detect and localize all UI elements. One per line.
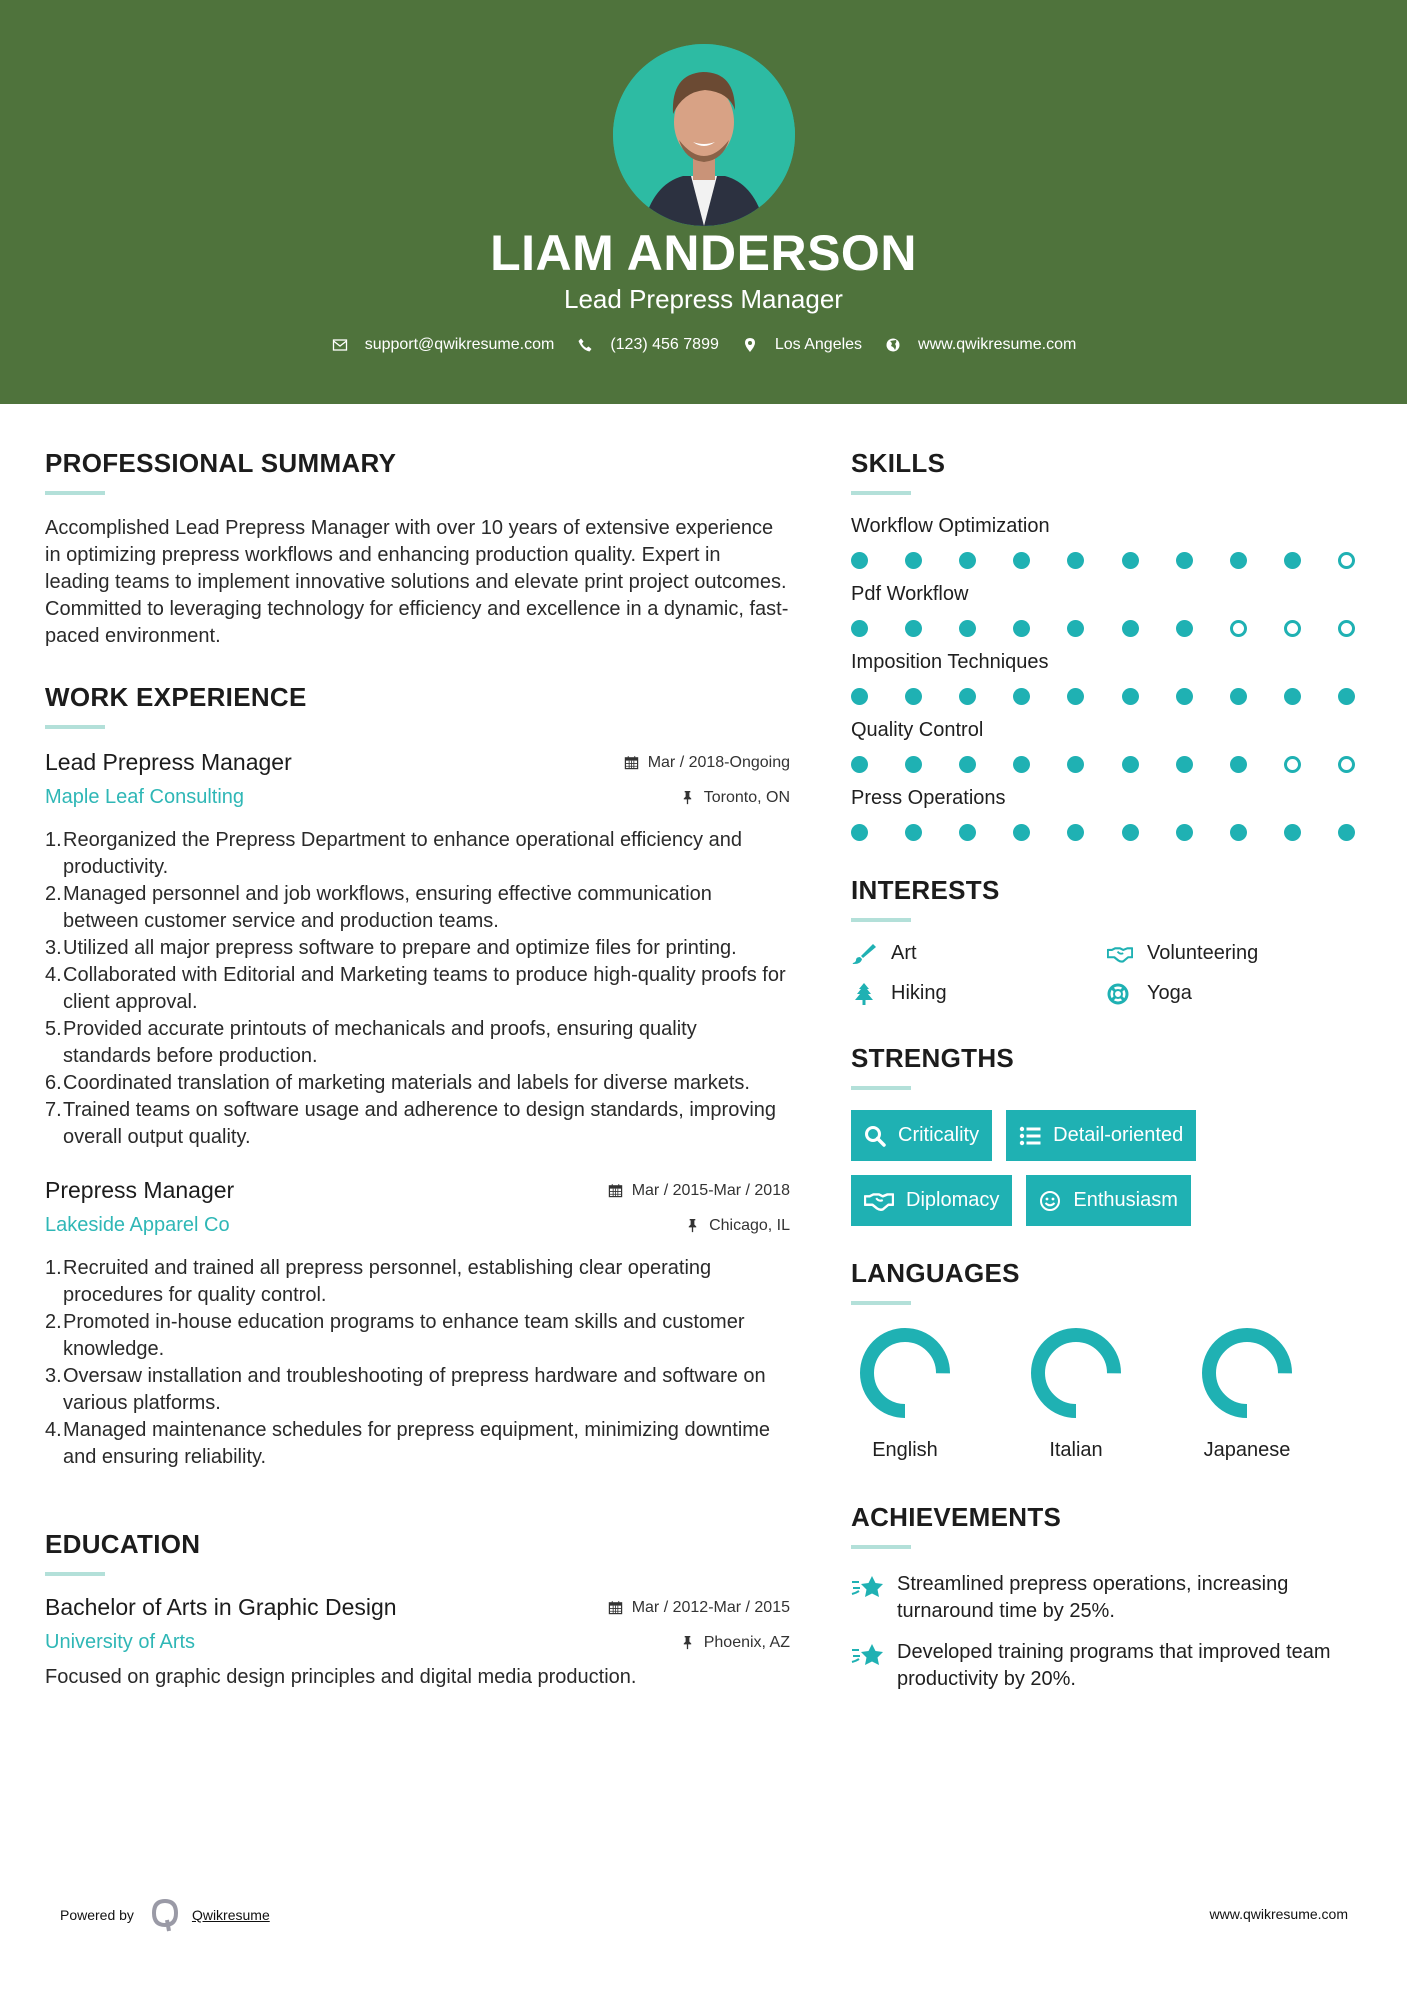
pushpin-icon (680, 790, 695, 805)
skills-heading: SKILLS (851, 448, 946, 478)
education-dates: Mar / 2012-Mar / 2015 (608, 1599, 790, 1617)
skill-name: Press Operations (851, 787, 1006, 809)
strengths-list (851, 1110, 1291, 1226)
skill-rating (851, 620, 1355, 637)
rating-dot-filled (1122, 756, 1139, 773)
rating-dot-filled (959, 824, 976, 841)
rating-dot-filled (959, 756, 976, 773)
company-name: Maple Leaf Consulting (45, 786, 245, 808)
rating-dot-filled (1284, 552, 1301, 569)
degree-title: Bachelor of Arts in Graphic Design (45, 1594, 397, 1620)
language-name: Italian (1049, 1439, 1103, 1461)
section-underline (45, 725, 105, 729)
rating-dot-filled (1176, 756, 1193, 773)
tree-icon (851, 983, 877, 1005)
qwikresume-link[interactable]: Qwikresume (191, 1907, 270, 1923)
rating-dot-filled (1230, 552, 1247, 569)
rating-dot-filled (1230, 824, 1247, 841)
rating-dot-filled (1338, 824, 1355, 841)
strength-badge: Diplomacy (851, 1175, 1012, 1226)
rating-dot-filled (1176, 620, 1193, 637)
rating-dot-filled (1122, 620, 1139, 637)
pushpin-icon (680, 1635, 695, 1650)
star-icon (851, 1573, 885, 1603)
experience-heading: WORK EXPERIENCE (45, 682, 307, 712)
section-underline (851, 918, 911, 922)
rating-dot-filled (851, 620, 868, 637)
contact-location (741, 336, 862, 354)
contact-website-text: www.qwikresume.com (918, 336, 1077, 353)
skill-name: Pdf Workflow (851, 583, 969, 605)
contact-phone[interactable] (576, 336, 719, 354)
school-name: University of Arts (45, 1631, 196, 1653)
strength-badge: Detail-oriented (1006, 1110, 1196, 1161)
languages-heading: LANGUAGES (851, 1258, 1020, 1288)
rating-dot-filled (1067, 824, 1084, 841)
language-name: English (872, 1439, 938, 1461)
rating-dot-filled (1230, 688, 1247, 705)
interests-list (851, 942, 1371, 1005)
candidate-name: LIAM ANDERSON (490, 225, 917, 281)
job-dates: Mar / 2018-Ongoing (624, 754, 790, 772)
job-responsibilities (45, 827, 790, 1151)
list-item: 2. Managed personnel and job workflows, ensuring effective communication between customer service and production teams. (45, 883, 712, 932)
skill-rating (851, 756, 1355, 773)
rating-dot-filled (1338, 688, 1355, 705)
interests-section (851, 875, 1371, 1005)
envelope-icon (331, 336, 349, 354)
paintbrush-icon (851, 943, 877, 965)
section-underline (851, 491, 911, 495)
qwikresume-logo-icon (150, 1898, 180, 1932)
language-progress-ring-icon (857, 1325, 953, 1421)
achievement-item: Streamlined prepress operations, increasing turnaround time by 25%. (851, 1571, 1371, 1625)
rating-dot-filled (851, 824, 868, 841)
star-icon (851, 1641, 885, 1671)
education-heading: EDUCATION (45, 1529, 201, 1559)
job-entry (45, 749, 790, 1151)
achievements-list (851, 1571, 1371, 1693)
person-photo-icon (613, 44, 795, 226)
strength-badge: Enthusiasm (1026, 1175, 1191, 1226)
contact-email[interactable] (331, 336, 555, 354)
life-ring-icon (1107, 983, 1133, 1005)
languages-list (851, 1325, 1371, 1462)
profile-photo (613, 44, 795, 226)
skill-rating (851, 688, 1355, 705)
map-marker-icon (741, 336, 759, 354)
language-item (851, 1325, 1022, 1462)
rating-dot-filled (1013, 756, 1030, 773)
rating-dot-filled (1013, 620, 1030, 637)
rating-dot-filled (959, 688, 976, 705)
languages-section (851, 1258, 1371, 1462)
rating-dot-filled (905, 688, 922, 705)
rating-dot-filled (1013, 824, 1030, 841)
rating-dot-filled (905, 756, 922, 773)
interest-item: Hiking (851, 982, 1107, 1005)
rating-dot-filled (1230, 756, 1247, 773)
job-location: Toronto, ON (680, 789, 790, 807)
language-progress-ring-icon (1199, 1325, 1295, 1421)
list-item: 3. Utilized all major prepress software to prepare and optimize files for printing. (45, 937, 737, 959)
rating-dot-filled (959, 620, 976, 637)
job-location: Chicago, IL (685, 1217, 790, 1235)
rating-dot-filled (1067, 688, 1084, 705)
contact-bar (0, 336, 1407, 354)
list-item: 7. Trained teams on software usage and adherence to design standards, improving overall output quality. (45, 1099, 777, 1148)
rating-dot-filled (1067, 620, 1084, 637)
achievement-item: Developed training programs that improved team productivity by 20%. (851, 1639, 1371, 1693)
rating-dot-filled (1176, 688, 1193, 705)
interest-item: Volunteering (1107, 942, 1363, 965)
rating-dot-filled (851, 756, 868, 773)
section-underline (45, 491, 105, 495)
list-icon (1019, 1125, 1041, 1147)
job-entry (45, 1177, 790, 1471)
skill-name: Quality Control (851, 719, 984, 741)
right-column (851, 448, 1371, 1707)
contact-phone-text: (123) 456 7899 (610, 336, 719, 353)
calendar-icon (608, 1183, 623, 1198)
resume-header (0, 0, 1407, 404)
rating-dot-filled (1122, 824, 1139, 841)
rating-dot-filled (905, 824, 922, 841)
language-item (1022, 1325, 1193, 1462)
rating-dot-filled (1176, 552, 1193, 569)
language-item (1193, 1325, 1364, 1462)
summary-heading: PROFESSIONAL SUMMARY (45, 448, 397, 478)
strengths-heading: STRENGTHS (851, 1043, 1015, 1073)
handshake-icon (864, 1190, 894, 1212)
rating-dot-filled (851, 552, 868, 569)
list-item: 4. Managed maintenance schedules for prepress equipment, minimizing downtime and ensuring reliability. (45, 1419, 771, 1468)
experience-section (45, 682, 790, 1471)
skill-rating (851, 824, 1355, 841)
rating-dot-empty (1284, 620, 1301, 637)
list-item: 5. Provided accurate printouts of mechanicals and proofs, ensuring quality standards before production. (45, 1018, 697, 1067)
list-item: 1. Reorganized the Prepress Department to enhance operational efficiency and productivity. (45, 829, 742, 878)
achievements-heading: ACHIEVEMENTS (851, 1502, 1062, 1532)
education-description: Focused on graphic design principles and digital media production. (45, 1666, 637, 1688)
job-responsibilities (45, 1255, 790, 1471)
rating-dot-filled (1284, 824, 1301, 841)
company-name: Lakeside Apparel Co (45, 1214, 230, 1236)
rating-dot-filled (1067, 756, 1084, 773)
skill-name: Workflow Optimization (851, 515, 1050, 537)
calendar-icon (624, 755, 639, 770)
education-section (45, 1529, 790, 1691)
rating-dot-empty (1284, 756, 1301, 773)
contact-website[interactable] (884, 336, 1076, 354)
contact-email-text: support@qwikresume.com (364, 336, 555, 353)
job-dates: Mar / 2015-Mar / 2018 (608, 1182, 790, 1200)
candidate-title: Lead Prepress Manager (564, 284, 843, 314)
search-icon (864, 1125, 886, 1147)
section-underline (851, 1086, 911, 1090)
education-entry (45, 1594, 790, 1691)
rating-dot-empty (1338, 756, 1355, 773)
section-underline (851, 1545, 911, 1549)
handshake-icon (1107, 943, 1133, 965)
globe-icon (884, 336, 902, 354)
rating-dot-filled (1284, 688, 1301, 705)
skill-name: Imposition Techniques (851, 651, 1049, 673)
rating-dot-filled (905, 620, 922, 637)
powered-by-label: Powered by (60, 1907, 134, 1923)
language-name: Japanese (1203, 1439, 1291, 1461)
job-title: Prepress Manager (45, 1177, 235, 1203)
interest-item: Art (851, 942, 1107, 965)
rating-dot-empty (1230, 620, 1247, 637)
rating-dot-empty (1338, 620, 1355, 637)
list-item: 3. Oversaw installation and troubleshooting of prepress hardware and software on various platforms. (45, 1365, 766, 1414)
summary-text: Accomplished Lead Prepress Manager with over 10 years of extensive experience in optimizing prepress workflows and enhancing production quality. Expert in leading teams to implement innovative solutions and elevate print project outcomes. Committed to leveraging technology for efficiency and excellence in a dynamic, fast-paced environment. (45, 517, 789, 647)
strength-badge: Criticality (851, 1110, 992, 1161)
summary-section (45, 448, 790, 650)
powered-by (60, 1898, 270, 1932)
education-location: Phoenix, AZ (680, 1634, 790, 1652)
skills-list (851, 515, 1371, 841)
rating-dot-filled (905, 552, 922, 569)
interests-heading: INTERESTS (851, 875, 1000, 905)
language-progress-ring-icon (1028, 1325, 1124, 1421)
interest-item: Yoga (1107, 982, 1363, 1005)
section-underline (45, 1572, 105, 1576)
list-item: 4. Collaborated with Editorial and Marketing teams to produce high-quality proofs for client approval. (45, 964, 786, 1013)
rating-dot-filled (1013, 552, 1030, 569)
skill-rating (851, 552, 1355, 569)
list-item: 6. Coordinated translation of marketing materials and labels for diverse markets. (45, 1072, 750, 1094)
list-item: 1. Recruited and trained all prepress personnel, establishing clear operating procedures for quality control. (45, 1257, 712, 1306)
rating-dot-filled (959, 552, 976, 569)
rating-dot-filled (1176, 824, 1193, 841)
rating-dot-filled (1122, 688, 1139, 705)
skills-section (851, 448, 1371, 841)
achievements-section (851, 1502, 1371, 1693)
rating-dot-filled (1122, 552, 1139, 569)
strengths-section (851, 1043, 1371, 1226)
left-column (45, 448, 790, 1691)
contact-location-text: Los Angeles (774, 336, 863, 353)
footer-website[interactable]: www.qwikresume.com (1209, 1906, 1348, 1922)
list-item: 2. Promoted in-house education programs to enhance team skills and customer knowledge. (45, 1311, 745, 1360)
smile-icon (1039, 1190, 1061, 1212)
rating-dot-filled (1067, 552, 1084, 569)
rating-dot-filled (851, 688, 868, 705)
phone-icon (576, 336, 594, 354)
calendar-icon (608, 1600, 623, 1615)
rating-dot-filled (1013, 688, 1030, 705)
pushpin-icon (685, 1218, 700, 1233)
job-title: Lead Prepress Manager (45, 749, 292, 775)
rating-dot-empty (1338, 552, 1355, 569)
section-underline (851, 1301, 911, 1305)
